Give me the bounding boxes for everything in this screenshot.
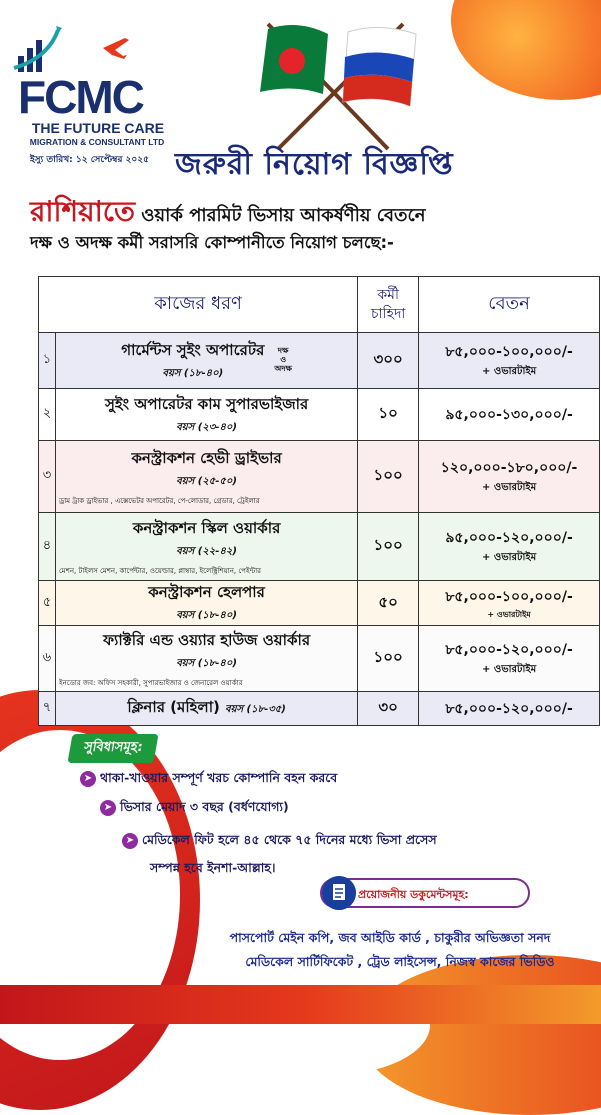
header-salary: বেতন — [419, 277, 600, 333]
skill-line-1: দক্ষ — [277, 346, 289, 356]
table-row — [39, 389, 600, 441]
job-salary: ৯৫,০০০-১৩০,০০০/- — [445, 406, 573, 423]
job-salary: ৮৫,০০০-১২০,০০০/- — [445, 700, 573, 717]
header-need-line1: কর্মী — [377, 287, 399, 304]
benefit-item — [80, 770, 337, 790]
benefit-text: ভিসার মেয়াদ ৩ বছর (বর্ধণযোগ্য) — [120, 799, 289, 814]
job-cell — [55, 626, 357, 692]
benefit-item — [100, 799, 289, 819]
logo-mark: FCMC — [18, 71, 143, 123]
header-need — [358, 277, 419, 333]
table-row — [39, 626, 600, 692]
job-need: ১০০ — [358, 441, 419, 513]
job-note: মেশন, টাইলস মেশন, কার্পেন্টার, ওয়েল্ডার, প্লাম্বার, ইলেক্ট্রিশিয়ান, পেইন্টার — [58, 566, 261, 575]
table-row — [39, 513, 600, 581]
job-salary-cell — [419, 441, 600, 513]
arrow-bullet-icon: ➤ — [100, 800, 116, 816]
job-need: ১০০ — [358, 626, 419, 692]
row-number: ৪ — [39, 513, 56, 581]
job-salary-cell — [419, 581, 600, 626]
job-title: ক্লিনার (মহিলা) — [127, 698, 220, 716]
row-number: ১ — [39, 333, 56, 389]
job-salary: ৮৫,০০০-১২০,০০০/- — [445, 642, 573, 658]
issue-date: ইস্যু তারিখ: ১২ সেপ্টেম্বর ২০২৫ — [30, 155, 149, 165]
row-number: ৫ — [39, 581, 56, 626]
job-age: বয়স (২৩-৪০) — [176, 421, 238, 433]
job-salary-cell — [419, 692, 600, 726]
table-row — [39, 441, 600, 513]
job-age: বয়স (২২-৪২) — [176, 545, 238, 557]
job-cell — [55, 692, 357, 726]
job-cell — [55, 333, 357, 389]
job-age: বয়স (১৮-৪০) — [176, 610, 237, 621]
job-title: কনস্ট্রাকশন হেভী ড্রাইভার — [131, 448, 282, 467]
job-need: ১০ — [358, 389, 419, 441]
job-need: ৩০ — [358, 692, 419, 726]
job-salary-cell — [419, 513, 600, 581]
intro-line-2: দক্ষ ও অদক্ষ কর্মী সরাসরি কোম্পানীতে নিয়োগ চলছে:- — [30, 233, 394, 252]
job-overtime: + ওভারটাইম — [481, 366, 537, 377]
job-age: বয়স (১৮-৪০) — [162, 367, 224, 379]
job-title: সুইং অপারেটর কাম সুপারভাইজার — [104, 394, 309, 413]
job-salary: ৮৫,০০০-১০০,০০০/- — [445, 344, 573, 360]
row-number: ২ — [39, 389, 56, 441]
airplane-icon — [103, 38, 129, 59]
page-title: জরুরী নিয়োগ বিজ্ঞপ্তি — [175, 147, 454, 182]
intro-line-1-text: ওয়ার্ক পারমিট ভিসায় আকর্ষণীয় বেতনে — [141, 205, 426, 226]
document-icon — [322, 876, 356, 910]
benefits-label: সুবিধাসমূহ: — [67, 734, 159, 763]
documents-line-2: মেডিকেল সার্টিফিকেট , ট্রেড লাইসেন্স, নিজস্ব কাজের ভিডিও — [245, 954, 555, 969]
bottom-wave-decoration — [0, 985, 601, 1024]
arrow-bullet-icon: ➤ — [80, 771, 96, 787]
table-row — [39, 581, 600, 626]
benefit-text: মেডিকেল ফিট হলে ৪৫ থেকে ৭৫ দিনের মধ্যে ভিসা প্রসেস — [142, 832, 437, 847]
header-need-line2: চাহিদা — [370, 305, 406, 322]
job-salary-cell — [419, 333, 600, 389]
job-title: কনস্ট্রাকশন স্কিল ওয়ার্কার — [132, 518, 281, 537]
job-age: বয়স (১৮-৩৫) — [225, 704, 286, 715]
job-title: কনস্ট্রাকশন হেলপার — [148, 583, 265, 601]
benefit-item-continued: সম্পন্ন হবে ইনশা-আল্লাহ। — [150, 860, 276, 875]
job-cell — [55, 389, 357, 441]
job-age: বয়স (২৫-৫০) — [176, 475, 237, 487]
job-cell — [55, 581, 357, 626]
row-number: ৭ — [39, 692, 56, 726]
job-need: ১০০ — [358, 513, 419, 581]
job-salary: ৮৫,০০০-১০০,০০০/- — [445, 588, 573, 605]
job-table — [38, 276, 600, 726]
job-age: বয়স (১৮-৪০) — [176, 657, 237, 669]
benefit-item — [122, 832, 437, 852]
job-overtime: + ওভারটাইম — [481, 482, 537, 493]
job-title: ফ্যাক্টরি এন্ড ওয়্যার হাউজ ওয়ার্কার — [103, 630, 311, 649]
skill-line-2: ও — [280, 355, 287, 365]
row-number: ৬ — [39, 626, 56, 692]
job-salary: ১২০,০০০-১৮০,০০০/- — [440, 460, 578, 476]
documents-label: প্রয়োজনীয় ডকুমেন্টসমূহ: — [320, 878, 530, 908]
table-header-row — [39, 277, 600, 333]
orange-corner-decoration — [451, 0, 601, 100]
crossed-flags-icon — [238, 14, 428, 154]
job-overtime: + ওভারটাইম — [487, 609, 531, 619]
job-cell — [55, 513, 357, 581]
company-subtitle: MIGRATION & CONSULTANT LTD — [29, 137, 165, 147]
benefit-text: থাকা-খাওয়ার সম্পূর্ণ খরচ কোম্পানি বহন করবে — [100, 770, 338, 785]
table-row — [39, 692, 600, 726]
job-note: ইনডোর জব: অফিস সহকারী, সুপারভাইজার ও জেনারেল ওয়ার্কার — [58, 678, 243, 687]
arrow-bullet-icon: ➤ — [122, 833, 138, 849]
job-title: গার্মেন্টস সুইং অপারেটর — [121, 340, 265, 359]
skill-line-3: অদক্ষ — [274, 363, 292, 373]
header-job-type: কাজের ধরণ — [39, 277, 358, 333]
job-salary-cell — [419, 389, 600, 441]
table-row — [39, 333, 600, 389]
documents-line-1: পাসপোর্ট মেইন কপি, জব আইডি কার্ড , চাকুরীর অভিজ্ঞতা সনদ — [229, 930, 551, 945]
company-name: THE FUTURE CARE — [31, 120, 165, 136]
country-name: রাশিয়াতে — [30, 195, 135, 228]
job-salary-cell — [419, 626, 600, 692]
job-need: ৫০ — [358, 581, 419, 626]
job-overtime: + ওভারটাইম — [481, 664, 537, 675]
job-salary: ৯৫,০০০-১২০,০০০/- — [445, 530, 573, 546]
job-need: ৩০০ — [358, 333, 419, 389]
row-number: ৩ — [39, 441, 56, 513]
job-cell — [55, 441, 357, 513]
job-overtime: + ওভারটাইম — [481, 552, 537, 563]
job-note: ড্রাম ট্রাক ড্রাইভার , এক্সেভেটর অপারেটর, পে-লোডার, গ্রেডার, ট্রেইলার — [58, 496, 260, 505]
